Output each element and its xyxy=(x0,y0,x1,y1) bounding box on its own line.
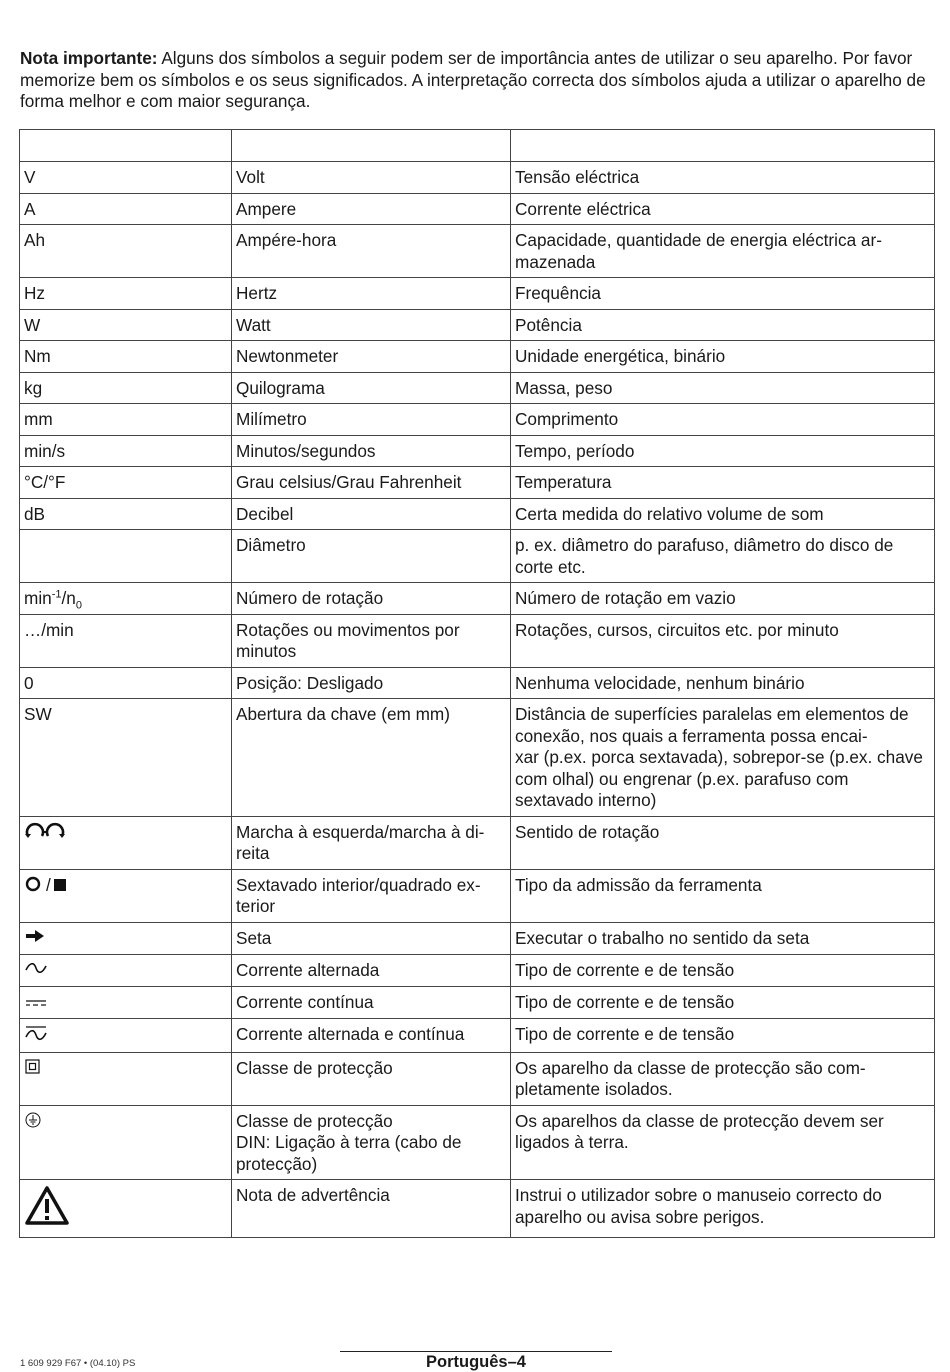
name-cell: Diâmetro xyxy=(232,530,511,583)
meaning-cell: Certa medida do relativo volume de som xyxy=(511,498,935,530)
symbol-cell: …/min xyxy=(20,614,232,667)
warning-triangle-icon xyxy=(24,1185,70,1233)
symbol-cell xyxy=(20,1019,232,1053)
name-cell: Marcha à esquerda/marcha à di- reita xyxy=(232,816,511,869)
symbol-cell xyxy=(20,1052,232,1105)
symbol-cell xyxy=(20,816,232,869)
name-cell: Classe de protecção DIN: Ligação à terra (cabo de protecção) xyxy=(232,1105,511,1180)
name-cell: Quilograma xyxy=(232,372,511,404)
symbol-cell: W xyxy=(20,309,232,341)
symbol-cell: 0 xyxy=(20,667,232,699)
meaning-cell: Distância de superfícies paralelas em elementos de conexão, nos quais a ferramenta possa encai- xar (p.ex. porca sextavada), sobrepor-se (p.ex. chave com olhal) ou engrenar (p.ex. parafuso com sextavado interno) xyxy=(511,699,935,817)
table-row xyxy=(20,278,935,310)
symbol-cell: Ah xyxy=(20,225,232,278)
intro-bold-label: Nota importante: xyxy=(20,48,158,68)
name-cell: Classe de protecção xyxy=(232,1052,511,1105)
header-cell-symbol xyxy=(20,130,232,162)
name-cell: Corrente alternada e contínua xyxy=(232,1019,511,1053)
table-row xyxy=(20,435,935,467)
meaning-cell: Nenhuma velocidade, nenhum binário xyxy=(511,667,935,699)
arrow-icon xyxy=(24,928,46,950)
table-row xyxy=(20,699,935,817)
direct-current-icon xyxy=(24,993,48,1015)
meaning-cell: Rotações, cursos, circuitos etc. por minuto xyxy=(511,614,935,667)
name-cell: Volt xyxy=(232,162,511,194)
symbol-cell xyxy=(20,869,232,922)
symbol-text: min xyxy=(24,588,52,608)
meaning-cell: Tipo de corrente e de tensão xyxy=(511,986,935,1018)
table-row xyxy=(20,498,935,530)
name-cell: Corrente alternada xyxy=(232,954,511,986)
symbol-cell: SW xyxy=(20,699,232,817)
meaning-cell: Tensão eléctrica xyxy=(511,162,935,194)
meaning-cell: Corrente eléctrica xyxy=(511,193,935,225)
table-row xyxy=(20,193,935,225)
name-cell: Decibel xyxy=(232,498,511,530)
symbol-cell xyxy=(20,1180,232,1238)
table-row xyxy=(20,922,935,954)
symbol-cell: V xyxy=(20,162,232,194)
symbol-cell xyxy=(20,583,232,615)
table-row xyxy=(20,467,935,499)
name-cell: Número de rotação xyxy=(232,583,511,615)
square-icon xyxy=(53,876,67,898)
hex-square-icon xyxy=(24,875,44,899)
meaning-cell: Os aparelho da classe de protecção são com- pletamente isolados. xyxy=(511,1052,935,1105)
name-cell: Watt xyxy=(232,309,511,341)
meaning-cell: Capacidade, quantidade de energia eléctrica ar- mazenada xyxy=(511,225,935,278)
symbol-cell: °C/°F xyxy=(20,467,232,499)
meaning-cell: Massa, peso xyxy=(511,372,935,404)
document-code: 1 609 929 F67 • (04.10) PS xyxy=(20,1358,136,1369)
table-row xyxy=(20,1180,935,1238)
name-cell: Corrente contínua xyxy=(232,986,511,1018)
meaning-cell: Tipo da admissão da ferramenta xyxy=(511,869,935,922)
name-cell: Ampére-hora xyxy=(232,225,511,278)
meaning-cell: Tipo de corrente e de tensão xyxy=(511,1019,935,1053)
symbol-text: /n xyxy=(61,588,76,608)
symbol-cell: min/s xyxy=(20,435,232,467)
footer-divider xyxy=(340,1351,612,1352)
symbol-cell: kg xyxy=(20,372,232,404)
meaning-cell: Sentido de rotação xyxy=(511,816,935,869)
name-cell: Seta xyxy=(232,922,511,954)
symbol-subscript: 0 xyxy=(75,599,82,612)
meaning-cell: Unidade energética, binário xyxy=(511,341,935,373)
intro-text: Alguns dos símbolos a seguir podem ser de importância antes de utilizar o seu aparelho. Por favor memorize bem os símbolos e os seus significados. A interpretação correcta dos símbolos ajuda a utilizar o aparelho de forma melhor e com maior segurança. xyxy=(20,48,926,111)
name-cell: Rotações ou movimentos por minutos xyxy=(232,614,511,667)
table-row xyxy=(20,614,935,667)
table-row xyxy=(20,986,935,1018)
table-row xyxy=(20,1052,935,1105)
table-row xyxy=(20,583,935,615)
meaning-cell: Número de rotação em vazio xyxy=(511,583,935,615)
meaning-cell: Executar o trabalho no sentido da seta xyxy=(511,922,935,954)
table-row xyxy=(20,309,935,341)
symbol-cell xyxy=(20,986,232,1018)
meaning-cell: p. ex. diâmetro do parafuso, diâmetro do disco de corte etc. xyxy=(511,530,935,583)
table-row xyxy=(20,530,935,583)
earth-ground-icon xyxy=(24,1111,42,1135)
table-row xyxy=(20,816,935,869)
name-cell: Minutos/segundos xyxy=(232,435,511,467)
rotation-direction-icon xyxy=(24,822,68,848)
header-cell-name xyxy=(232,130,511,162)
table-row xyxy=(20,1105,935,1180)
symbol-cell xyxy=(20,1105,232,1180)
meaning-cell: Instrui o utilizador sobre o manuseio correcto do aparelho ou avisa sobre perigos. xyxy=(511,1180,935,1238)
name-cell: Hertz xyxy=(232,278,511,310)
table-header-row xyxy=(20,130,935,162)
symbol-cell xyxy=(20,954,232,986)
table-row xyxy=(20,341,935,373)
symbols-table xyxy=(19,129,935,1238)
symbol-cell xyxy=(20,922,232,954)
name-cell: Sextavado interior/quadrado ex- terior xyxy=(232,869,511,922)
protection-class-ii-icon xyxy=(24,1058,42,1082)
alternating-current-icon xyxy=(24,960,48,982)
name-cell: Posição: Desligado xyxy=(232,667,511,699)
symbol-cell xyxy=(20,530,232,583)
table-row xyxy=(20,667,935,699)
ac-dc-current-icon xyxy=(24,1024,48,1048)
meaning-cell: Tipo de corrente e de tensão xyxy=(511,954,935,986)
table-row xyxy=(20,162,935,194)
name-cell: Nota de advertência xyxy=(232,1180,511,1238)
name-cell: Ampere xyxy=(232,193,511,225)
meaning-cell: Frequência xyxy=(511,278,935,310)
symbol-cell: A xyxy=(20,193,232,225)
table-row xyxy=(20,1019,935,1053)
name-cell: Abertura da chave (em mm) xyxy=(232,699,511,817)
meaning-cell: Os aparelhos da classe de protecção devem ser ligados à terra. xyxy=(511,1105,935,1180)
page-number: Português–4 xyxy=(426,1353,526,1371)
symbol-cell: dB xyxy=(20,498,232,530)
meaning-cell: Tempo, período xyxy=(511,435,935,467)
intro-paragraph xyxy=(20,48,936,113)
table-row xyxy=(20,404,935,436)
name-cell: Grau celsius/Grau Fahrenheit xyxy=(232,467,511,499)
symbol-cell: Nm xyxy=(20,341,232,373)
name-cell: Newtonmeter xyxy=(232,341,511,373)
header-cell-meaning xyxy=(511,130,935,162)
symbol-separator: / xyxy=(46,874,51,895)
symbol-superscript: -1 xyxy=(51,588,62,601)
meaning-cell: Potência xyxy=(511,309,935,341)
meaning-cell: Temperatura xyxy=(511,467,935,499)
table-row xyxy=(20,954,935,986)
name-cell: Milímetro xyxy=(232,404,511,436)
table-row xyxy=(20,372,935,404)
table-row xyxy=(20,869,935,922)
symbol-cell: mm xyxy=(20,404,232,436)
meaning-cell: Comprimento xyxy=(511,404,935,436)
table-row xyxy=(20,225,935,278)
symbol-cell: Hz xyxy=(20,278,232,310)
